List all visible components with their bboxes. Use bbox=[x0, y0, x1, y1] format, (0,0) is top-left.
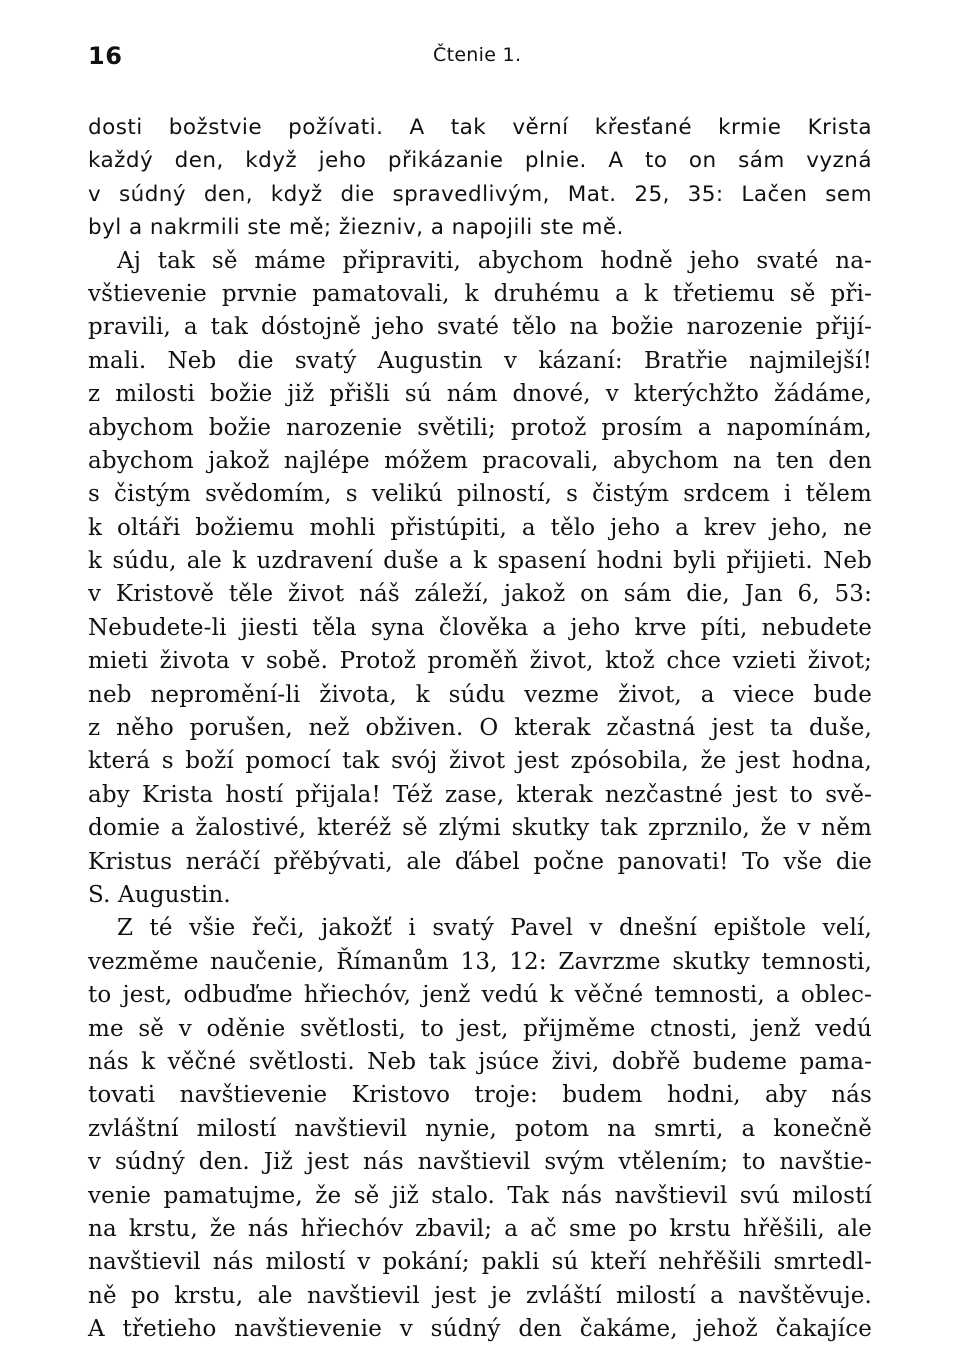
text-line: byl a nakrmili ste mě; žiezniv, a napojili ste mě. bbox=[88, 215, 624, 241]
page-header bbox=[88, 42, 872, 76]
text-line: Z té všie řeči, jakožť i svatý Pavel v dnešní epištole velí, bbox=[117, 915, 872, 942]
text-line: z milosti božie již přišli sú nám dnové, v kterýchžto žádáme, bbox=[88, 381, 872, 408]
text-line: každý den, když jeho přikázanie plnie. A to on sám vyzná bbox=[88, 148, 872, 174]
text-line: v súdný den. Již jest nás navštievil svým vtělením; to navštie- bbox=[88, 1149, 872, 1176]
text-line: neb nepromění-li života, k súdu vezme život, a viece bude bbox=[88, 681, 872, 708]
text-line: která s boží pomocí tak svój život jest zpósobila, že jest hodna, bbox=[88, 748, 872, 775]
text-line: navštievil nás milostí v pokání; pakli sú kteří nehřěšili smrtedl- bbox=[88, 1249, 872, 1276]
body-text bbox=[88, 111, 872, 1346]
text-line: to jest, odbuďme hřiechóv, jenž vedú k věčné temnosti, a oblec- bbox=[88, 982, 872, 1009]
text-line: vštievenie prvnie pamatovali, k druhému a k třetiemu sě při- bbox=[88, 280, 872, 307]
text-line: tovati navštievenie Kristovo troje: budem hodni, aby nás bbox=[88, 1082, 872, 1109]
text-line: dosti božstvie požívati. A tak věrní křesťané krmie Krista bbox=[88, 115, 872, 140]
text-line: abychom jakož najlépe móžem pracovali, abychom na ten den bbox=[88, 447, 872, 474]
text-line: s čistým svědomím, s velikú pilností, s čistým srdcem i tělem bbox=[88, 481, 872, 508]
text-line: Nebudete-li jiesti těla syna člověka a jeho krve píti, nebudete bbox=[88, 614, 872, 641]
text-line: v Kristově těle život náš záleží, jakož on sám die, Jan 6, 53: bbox=[88, 581, 872, 608]
text-line: mali. Neb die svatý Augustin v kázaní: Bratřie najmilejší! bbox=[88, 347, 872, 374]
text-line: k oltáři božiemu mohli přistúpiti, a tělo jeho a krev jeho, ne bbox=[88, 514, 872, 541]
text-line: nás k věčné světlosti. Neb tak jsúce živi, dobřě budeme pama- bbox=[88, 1048, 872, 1075]
running-title: Čtenie 1. bbox=[433, 44, 522, 66]
text-line: A třetieho navštievenie v súdný den čakáme, jehož čakajíce bbox=[88, 1316, 872, 1343]
text-line: S. Augustin. bbox=[88, 881, 231, 908]
text-line: mieti života v sobě. Protož proměň život, ktož chce vzieti život; bbox=[88, 648, 872, 675]
text-line: z něho porušen, než obživen. O kterak zčastná jest ta duše, bbox=[88, 715, 872, 742]
text-line: vezměme naučenie, Římanům 13, 12: Zavrzme skutky temnosti, bbox=[88, 948, 872, 975]
text-line: venie pamatujme, že sě již stalo. Tak nás navštievil svú milostí bbox=[88, 1182, 872, 1209]
text-line: Kristus neráčí přěbývati, ale ďábel počne panovati! To vše die bbox=[88, 848, 872, 875]
text-line: zvláštní milostí navštievil nynie, potom na smrti, a konečně bbox=[88, 1115, 872, 1142]
text-line: Aj tak sě máme připraviti, abychom hodně jeho svaté na- bbox=[117, 247, 872, 274]
text-line: k súdu, ale k uzdravení duše a k spasení hodni byli přijieti. Neb bbox=[88, 548, 872, 575]
text-line: me sě v oděnie světlosti, to jest, přijměme ctnosti, jenž vedú bbox=[88, 1015, 872, 1042]
text-line: v súdný den, když die spravedlivým, Mat. 25, 35: Lačen sem bbox=[88, 181, 872, 207]
text-line: abychom božie narozenie světili; protož prosím a napomínám, bbox=[88, 414, 872, 441]
text-line: aby Krista hostí přijala! Též zase, kterak nezčastné jest to svě- bbox=[88, 781, 872, 808]
text-line: ně po krstu, ale navštievil jest je zvláští milostí a navštěvuje. bbox=[88, 1282, 872, 1309]
text-line: pravili, a tak dóstojně jeho svaté tělo na božie narozenie přijí- bbox=[88, 314, 872, 341]
text-line: domie a žalostivé, kteréž sě zlými skutky tak zprznilo, že v něm bbox=[88, 815, 872, 842]
page-number: 16 bbox=[88, 42, 123, 70]
text-line: na krstu, že nás hřiechóv zbavil; a ač sme po krstu hřěšili, ale bbox=[88, 1215, 872, 1242]
